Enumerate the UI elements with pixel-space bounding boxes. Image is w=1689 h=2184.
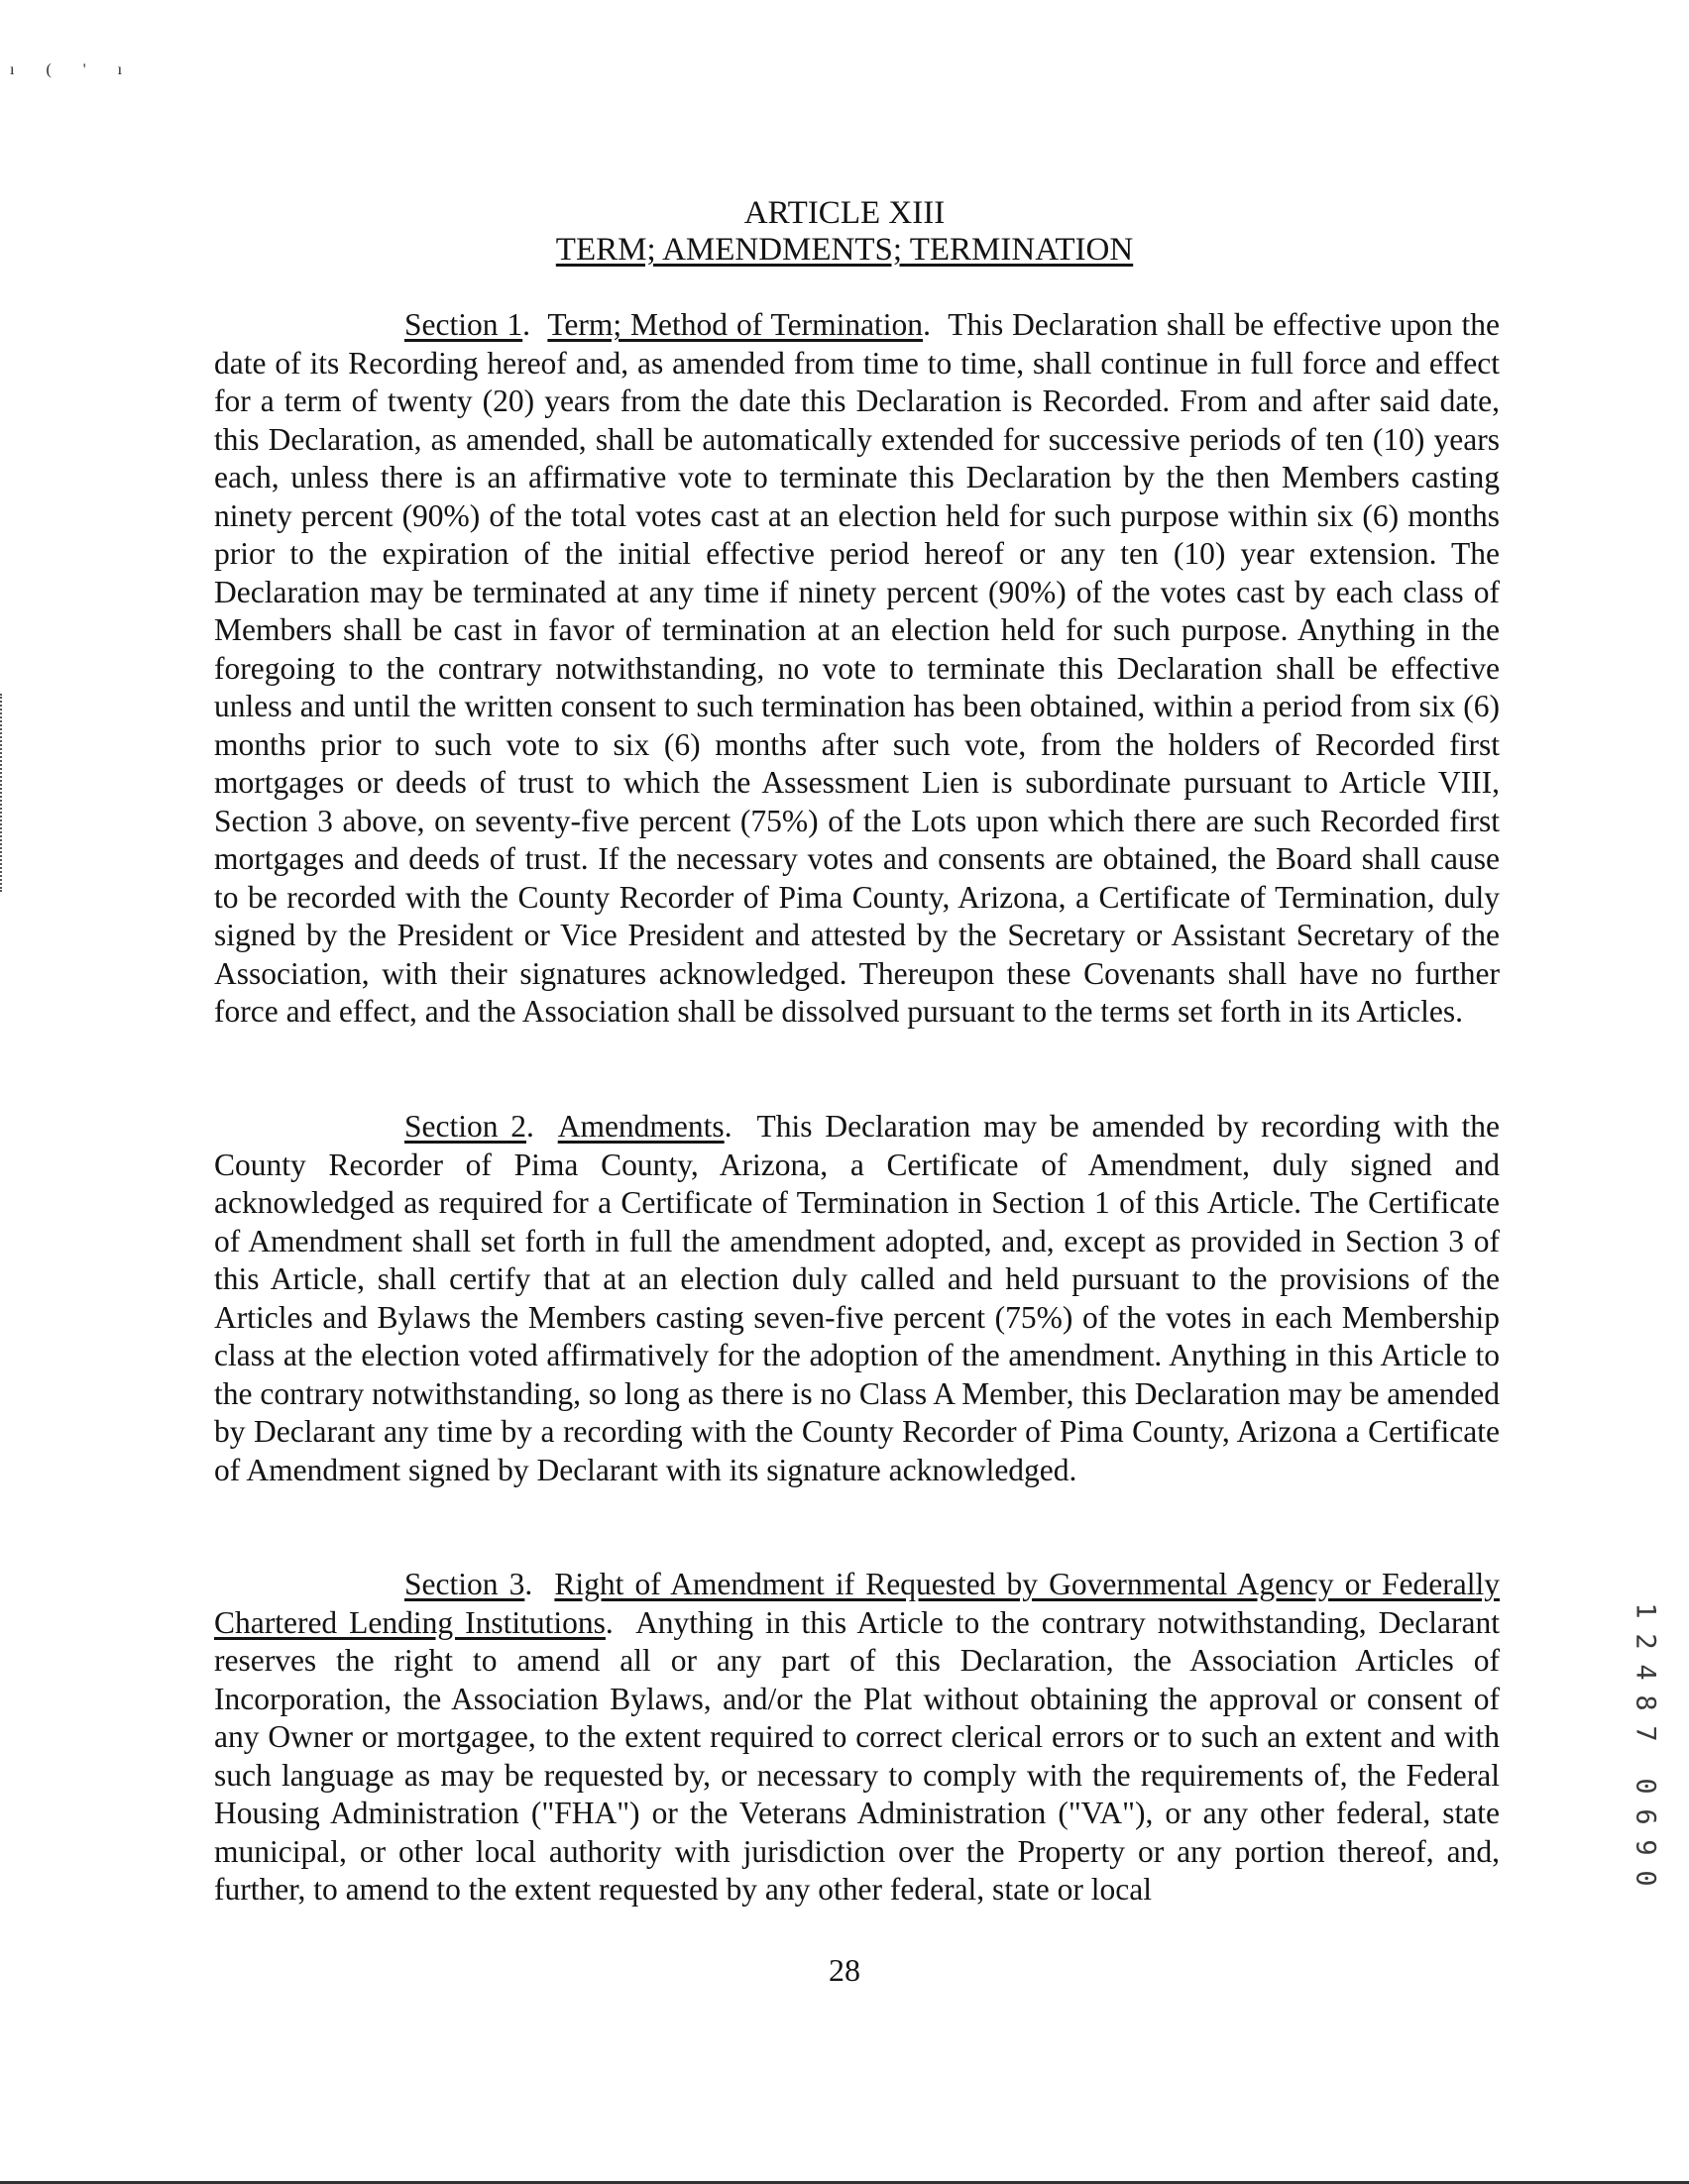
- docket-digit: 1: [1630, 1602, 1661, 1619]
- section-1-title: Term; Method of Termination: [547, 307, 924, 342]
- article-title: TERM; AMENDMENTS; TERMINATION: [555, 232, 1134, 268]
- recording-docket-number: [1631, 1595, 1660, 1894]
- section-1-text: This Declaration shall be effective upon the date of its Recording hereof and, as amended from time to time, shall continue in full force and effect for a term of twenty (20) years from the date this Declaration is Recorded. From and after said date, this Declaration, as amended, shall be automatically extended for successive periods of ten (10) years each, unless there is an affirmative vote to terminate this Declaration by the then Members casting ninety percent (90%) of the total votes cast at an election held for such purpose within six (6) months prior to the expiration of the initial effective period hereof or any ten (10) year extension. The Declaration may be terminated at any time if ninety percent (90%) of the votes cast by each class of Members shall be cast in favor of termination at an election held for such purpose. Anything in the foregoing to the contrary notwithstanding, no vote to terminate this Declaration shall be effective unless and until the written consent to such termination has been obtained, within a period from six (6) months prior to such vote to six (6) months after such vote, from the holders of Recorded first mortgages or deeds of trust to which the Assessment Lien is subordinate pursuant to Article VIII, Section 3 above, on seventy-five percent (75%) of the Lots upon which there are such Recorded first mortgages and deeds of trust. If the necessary votes and consents are obtained, the Board shall cause to be recorded with the County Recorder of Pima County, Arizona, a Certificate of Termination, duly signed by the President or Vice President and attested by the Secretary or Assistant Secretary of the Association, with their signatures acknowledged. Thereupon these Covenants shall have no further force and effect, and the Association shall be dissolved pursuant to the terms set forth in its Articles.: [214, 307, 1501, 1029]
- section-3-text: Anything in this Article to the contrary notwithstanding, Declarant reserves the right to amend all or any part of this Declaration, the Association Articles of Incorporation, the Association Bylaws, and/or the Plat without obtaining the approval or consent of any Owner or mortgagee, to the extent required to correct clerical errors or to such an extent and with such language as may be requested by, or necessary to comply with the requirements of, the Federal Housing Administration ("FHA") or the Veterans Administration ("VA"), or any other federal, state municipal, or other local authority with jurisdiction over the Property or any portion thereof, and, further, to amend to the extent requested by any other federal, state or local: [214, 1604, 1500, 1907]
- docket-digit: 2: [1630, 1633, 1661, 1650]
- page-digit: 0: [1630, 1778, 1661, 1795]
- section-1-label: Section 1: [404, 307, 523, 342]
- page-digit: 9: [1630, 1839, 1661, 1856]
- section-2-label: Section 2: [404, 1109, 527, 1144]
- page-digit: 0: [1630, 1870, 1661, 1887]
- page-digits: [1631, 1771, 1660, 1894]
- section-2-title: Amendments: [557, 1109, 725, 1144]
- article-number: ARTICLE XIII: [743, 195, 946, 231]
- page-digit: 6: [1630, 1808, 1661, 1825]
- docket-digits: [1631, 1595, 1660, 1749]
- section-2-text: This Declaration may be amended by recording with the County Recorder of Pima County, Arizona, a Certificate of Amendment, duly signed and acknowledged as required for a Certificate of Termination in Section 1 of this Article. The Certificate of Amendment shall set forth in full the amendment adopted, and, except as provided in Section 3 of this Article, shall certify that at an election duly called and held pursuant to the provisions of the Articles and Bylaws the Members casting seven-five percent (75%) of the votes in each Membership class at the election voted affirmatively for the adoption of the amendment. Anything in this Article to the contrary notwithstanding, so long as there is no Class A Member, this Declaration may be amended by Declarant any time by a recording with the County Recorder of Pima County, Arizona a Certificate of Amendment signed by Declarant with its signature acknowledged.: [214, 1109, 1500, 1487]
- docket-digit: 8: [1630, 1694, 1661, 1711]
- page-number: 28: [829, 1952, 860, 1988]
- section-3-title: Right of Amendment if Requested by Governmental Agency or Federally Chartered Lending Institutions: [214, 1567, 1500, 1640]
- section-3-label: Section 3: [404, 1567, 525, 1601]
- docket-digit: 4: [1630, 1664, 1661, 1681]
- scan-edge-artifact: [0, 694, 5, 892]
- section-3-paragraph: Section 3. Right of Amendment if Requested by Governmental Agency or Federally Chartered Lending Institutions. Anything in this Article to the contrary notwithstanding, Declarant reserves the right to amend all or any part of this Declaration, the Association Articles of Incorporation, the Association Bylaws, and/or the Plat without obtaining the approval or consent of any Owner or mortgagee, to the extent required to correct clerical errors or to such an extent and with such language as may be requested by, or necessary to comply with the requirements of, the Federal Housing Administration ("FHA") or the Veterans Administration ("VA"), or any other federal, state municipal, or other local authority with jurisdiction over the Property or any portion thereof, and, further, to amend to the extent requested by any other federal, state or local: [214, 1567, 1500, 1907]
- section-1-paragraph: Section 1. Term; Method of Termination. This Declaration shall be effective upon the date of its Recording hereof and, as amended from time to time, shall continue in full force and effect for a term of twenty (20) years from the date this Declaration is Recorded. From and after said date, this Declaration, as amended, shall be automatically extended for successive periods of ten (10) years each, unless there is an affirmative vote to terminate this Declaration by the then Members casting ninety percent (90%) of the total votes cast at an election held for such purpose within six (6) months prior to the expiration of the initial effective period hereof or any ten (10) year extension. The Declaration may be terminated at any time if ninety percent (90%) of the votes cast by each class of Members shall be cast in favor of termination at an election held for such purpose. Anything in the foregoing to the contrary notwithstanding, no vote to terminate this Declaration shall be effective unless and until the written consent to such termination has been obtained, within a period from six (6) months prior to such vote to six (6) months after such vote, from the holders of Recorded first mortgages or deeds of trust to which the Assessment Lien is subordinate pursuant to Article VIII, Section 3 above, on seventy-five percent (75%) of the Lots upon which there are such Recorded first mortgages and deeds of trust. If the necessary votes and consents are obtained, the Board shall cause to be recorded with the County Recorder of Pima County, Arizona, a Certificate of Termination, duly signed by the President or Vice President and attested by the Secretary or Assistant Secretary of the Association, with their signatures acknowledged. Thereupon these Covenants shall have no further force and effect, and the Association shall be dissolved pursuant to the terms set forth in its Articles.: [214, 307, 1501, 1029]
- docket-digit: 7: [1630, 1725, 1661, 1742]
- scan-corner-marks: ı ( ' ı: [10, 61, 137, 78]
- section-2-paragraph: Section 2. Amendments. This Declaration may be amended by recording with the County Recorder of Pima County, Arizona, a Certificate of Amendment, duly signed and acknowledged as required for a Certificate of Termination in Section 1 of this Article. The Certificate of Amendment shall set forth in full the amendment adopted, and, except as provided in Section 3 of this Article, shall certify that at an election duly called and held pursuant to the provisions of the Articles and Bylaws the Members casting seven-five percent (75%) of the votes in each Membership class at the election voted affirmatively for the adoption of the amendment. Anything in this Article to the contrary notwithstanding, so long as there is no Class A Member, this Declaration may be amended by Declarant any time by a recording with the County Recorder of Pima County, Arizona a Certificate of Amendment signed by Declarant with its signature acknowledged.: [214, 1109, 1500, 1487]
